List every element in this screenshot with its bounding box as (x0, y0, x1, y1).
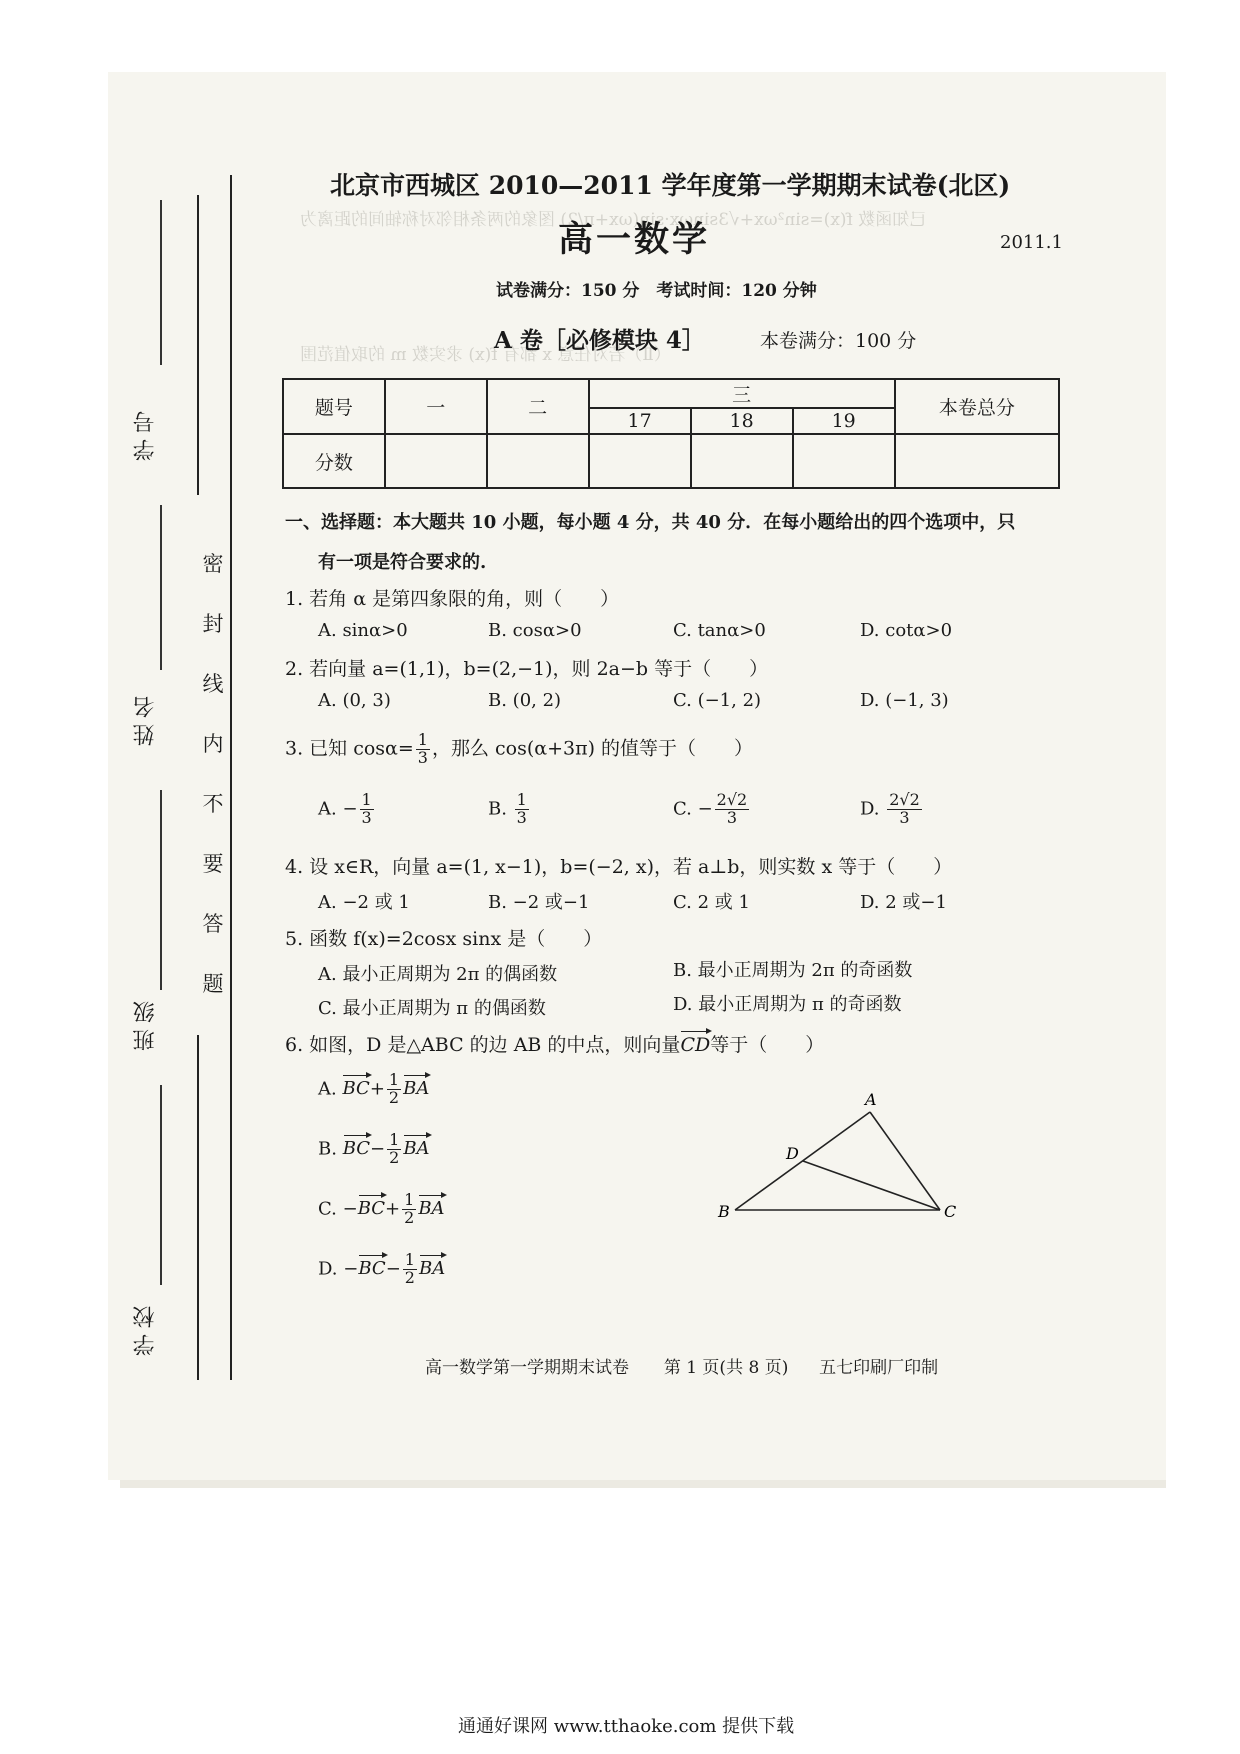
side-ac (870, 1112, 940, 1210)
vector-ba: BA (403, 1138, 430, 1160)
half-num: 1 (404, 1250, 415, 1269)
score-table-header-label: 题号 (283, 379, 385, 434)
minus-sign: − (385, 1258, 401, 1280)
q6-option-b[interactable] (318, 1132, 430, 1167)
score-table-col-2: 二 (487, 379, 589, 434)
vector-ba: BA (418, 1198, 445, 1220)
banji-blank (160, 790, 162, 990)
sheet-shadow (120, 1480, 1166, 1488)
q3-a-prefix: A. − (318, 798, 358, 820)
minus-sign: − (342, 1198, 358, 1220)
q1-option-b[interactable]: B. cosα>0 (488, 620, 582, 641)
half-den: 2 (389, 1147, 400, 1167)
q4-option-c[interactable]: C. 2 或 1 (673, 892, 750, 913)
seal-char: 内 (202, 732, 224, 756)
q6-b-label: B. (318, 1138, 337, 1160)
binding-line-outer-top (197, 195, 199, 495)
exam-info: 试卷满分：150 分 考试时间：120 分钟 (496, 281, 817, 301)
score-table-col-18: 18 (691, 408, 793, 434)
subject-title: 高一数学 (558, 219, 711, 260)
q1-option-c[interactable]: C. tanα>0 (673, 620, 766, 641)
vector-cd: CD (680, 1034, 711, 1056)
seal-char: 答 (202, 912, 224, 936)
vertex-label-b: B (718, 1202, 730, 1221)
q6-c-label: C. (318, 1198, 337, 1220)
q1-option-d[interactable]: D. cotα>0 (860, 620, 953, 641)
seal-notice (198, 548, 228, 998)
xuehao-label: 学号 (133, 405, 158, 461)
exam-date: 2011.1 (1000, 232, 1063, 253)
xuehao-blank (160, 200, 162, 365)
q3-c-den: 3 (726, 807, 738, 827)
q3-a-num: 1 (361, 790, 372, 809)
q6-stem-pre: 6. 如图，D 是△ABC 的边 AB 的中点，则向量 (285, 1034, 681, 1056)
q5-stem: 5. 函数 f(x)=2cosx sinx 是（ ） (285, 928, 603, 950)
minus-sign: − (370, 1138, 386, 1160)
q4-option-a[interactable]: A. −2 或 1 (318, 892, 410, 913)
binding-line-outer (197, 1035, 199, 1380)
q3-option-d[interactable] (860, 792, 924, 827)
xingming-blank (160, 505, 162, 670)
q6-stem (285, 1030, 824, 1057)
xuexiao-blank (160, 1085, 162, 1285)
q3-option-c[interactable] (673, 792, 751, 827)
half-den: 2 (404, 1267, 415, 1287)
vertex-label-a: A (865, 1090, 877, 1109)
side-ab (735, 1112, 870, 1210)
q3-fraction (416, 732, 430, 767)
triangle-figure (700, 1085, 960, 1225)
seal-char: 不 (202, 792, 224, 816)
vector-bc: BC (342, 1078, 370, 1100)
q5-option-a[interactable]: A. 最小正周期为 2π 的偶函数 (318, 964, 558, 985)
score-cell[interactable] (487, 434, 589, 488)
seal-char: 封 (202, 612, 224, 636)
q3-b-den: 3 (516, 807, 527, 827)
median-cd (803, 1161, 940, 1210)
q6-stem-post: 等于（ ） (710, 1034, 825, 1056)
vector-bc: BC (342, 1138, 371, 1160)
q3-frac-num: 1 (417, 730, 428, 749)
seal-char: 题 (202, 972, 224, 996)
q6-a-label: A. (318, 1078, 337, 1100)
half-fraction (387, 1132, 401, 1167)
vector-bc: BC (358, 1258, 386, 1280)
half-num: 1 (404, 1190, 415, 1209)
q3-stem-post: ，那么 cos(α+3π) 的值等于（ ） (431, 737, 754, 760)
half-fraction (403, 1252, 417, 1287)
section-title: A 卷［必修模块 4］ (494, 327, 705, 354)
score-table-col-17: 17 (589, 408, 691, 434)
exam-title: 北京市西城区 2010—2011 学年度第一学期期末试卷(北区) (330, 171, 1011, 200)
vector-ba: BA (418, 1258, 446, 1280)
score-table-score-label: 分数 (283, 434, 385, 488)
q6-option-a[interactable] (318, 1072, 429, 1107)
banji-label: 班级 (133, 995, 158, 1051)
q4-stem: 4. 设 x∈R，向量 a=(1, x−1)，b=(−2, x)，若 a⊥b，则实数 x 等于（ ） (285, 856, 953, 878)
score-table-col-3: 三 (589, 379, 895, 408)
q4-option-d[interactable]: D. 2 或−1 (860, 892, 947, 913)
q3-d-prefix: D. (860, 798, 886, 820)
q3-b-num: 1 (516, 790, 527, 809)
part1-heading-line2: 有一项是符合要求的. (318, 552, 487, 573)
q3-b-fraction (515, 792, 529, 827)
q3-b-prefix: B. (488, 798, 513, 820)
q6-d-label: D. (318, 1258, 338, 1280)
page-footer (425, 1353, 938, 1378)
minus-sign: − (343, 1258, 359, 1280)
xingming-label: 姓名 (133, 690, 158, 746)
q5-option-c[interactable]: C. 最小正周期为 π 的偶函数 (318, 998, 546, 1019)
bleed-through-ghost: （Ⅱ）若对任意 x 都有 f(x) 求实数 m 的取值范围 (300, 345, 671, 365)
score-cell[interactable] (385, 434, 487, 488)
footer-printer: 五七印刷厂印制 (819, 1358, 939, 1378)
seal-char: 要 (202, 852, 224, 876)
point-label-d: D (786, 1144, 799, 1163)
q3-option-a[interactable] (318, 792, 376, 827)
vector-ba: BA (403, 1078, 430, 1100)
q3-option-b[interactable] (488, 792, 531, 827)
half-num: 1 (389, 1130, 400, 1149)
q4-option-b[interactable]: B. −2 或−1 (488, 892, 590, 913)
q3-stem (285, 732, 753, 767)
q3-a-den: 3 (361, 807, 372, 827)
q6-option-c[interactable] (318, 1192, 445, 1227)
q5-option-d[interactable]: D. 最小正周期为 π 的奇函数 (673, 994, 902, 1015)
score-table-col-19: 19 (793, 408, 895, 434)
q3-d-den: 3 (899, 807, 910, 827)
vertex-label-c: C (944, 1202, 957, 1221)
q3-d-fraction (887, 792, 922, 827)
seal-char: 密 (202, 552, 224, 576)
q3-c-prefix: C. − (673, 798, 713, 820)
q3-d-num: 2√2 (889, 790, 920, 809)
binding-line-inner (230, 175, 232, 1380)
half-fraction (402, 1192, 416, 1227)
vector-bc: BC (357, 1198, 386, 1220)
half-den: 2 (404, 1207, 415, 1227)
half-den: 2 (388, 1087, 400, 1107)
q5-option-b[interactable]: B. 最小正周期为 2π 的奇函数 (673, 960, 913, 981)
plus-sign: + (369, 1078, 385, 1100)
seal-char: 线 (202, 672, 224, 696)
q2-option-b[interactable]: B. (0, 2) (488, 690, 562, 711)
q3-stem-pre: 3. 已知 cosα= (285, 737, 414, 760)
xuexiao-label: 学校 (133, 1300, 158, 1356)
score-table-col-1: 一 (385, 379, 487, 434)
part1-heading-line1: 一、选择题：本大题共 10 小题，每小题 4 分，共 40 分．在每小题给出的四个选项中，只 (285, 512, 1016, 533)
score-table (282, 378, 1060, 489)
q2-option-d[interactable]: D. (−1, 3) (860, 690, 949, 711)
q3-c-num: 2√2 (716, 790, 748, 809)
q3-c-fraction (715, 792, 750, 827)
bleed-through-ghost: 已知函数 f(x)=sin²ωx+√3sinωx·sin(ωx+π/2) 图象的两条相邻对称轴间的距离为 (300, 210, 927, 230)
half-fraction (387, 1072, 401, 1107)
download-credit[interactable]: 通通好课网 www.tthaoke.com 提供下载 (458, 1716, 795, 1737)
q3-a-fraction (360, 792, 374, 827)
footer-page: 第 1 页(共 8 页) (663, 1358, 789, 1378)
footer-left: 高一数学第一学期期末试卷 (425, 1358, 629, 1378)
q1-stem: 1. 若角 α 是第四象限的角，则（ ） (285, 588, 620, 610)
section-score: 本卷满分：100 分 (760, 330, 917, 352)
score-cell[interactable] (793, 434, 895, 488)
score-cell[interactable] (691, 434, 793, 488)
q2-option-a[interactable]: A. (0, 3) (318, 690, 391, 711)
plus-sign: + (385, 1198, 401, 1220)
q3-frac-den: 3 (417, 747, 428, 767)
half-num: 1 (388, 1070, 400, 1089)
score-table-total: 本卷总分 (895, 379, 1059, 434)
score-cell[interactable] (589, 434, 691, 488)
q2-option-c[interactable]: C. (−1, 2) (673, 690, 762, 711)
q6-option-d[interactable] (318, 1252, 445, 1287)
score-cell[interactable] (895, 434, 1059, 488)
q1-option-a[interactable]: A. sinα>0 (318, 620, 408, 641)
q2-stem: 2. 若向量 a=(1,1)，b=(2,−1)，则 2a−b 等于（ ） (285, 658, 769, 680)
